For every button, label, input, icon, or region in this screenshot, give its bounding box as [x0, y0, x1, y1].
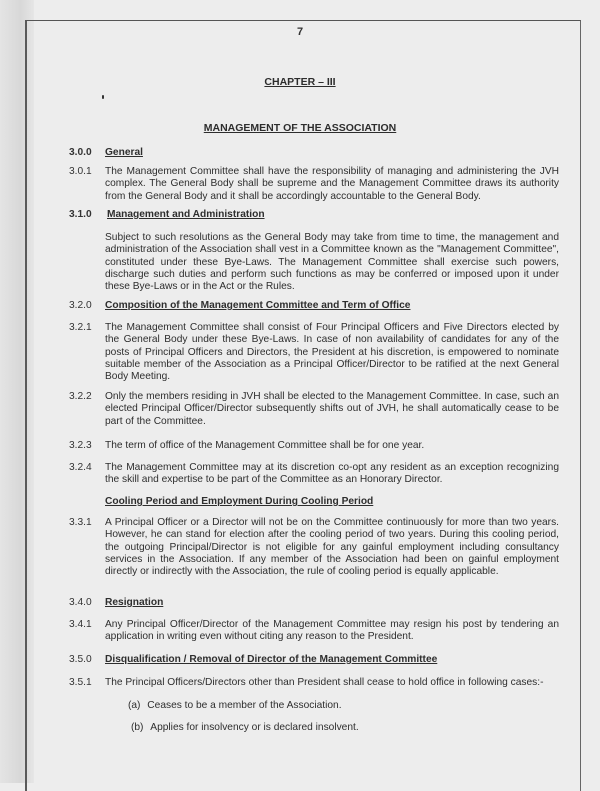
clause-number: 3.2.1 [69, 322, 92, 333]
clause-text: The Principal Officers/Directors other than President shall cease to hold office in following cases:- [105, 677, 544, 688]
clause [69, 232, 559, 293]
scan-speck [102, 95, 104, 99]
clause-number: 3.2.4 [69, 462, 92, 473]
clause-number: 3.0.0 [69, 147, 92, 158]
clause [69, 391, 559, 428]
clause-text: A Principal Officer or a Director will not be on the Committee continuously for more than two years. However, he can stand for election after the cooling period of two years. During this cooling period, the outgoing Principal/Director is not eligible for any gainful employment including consultancy services in the Association. If any member of the Association had been on gainful employment directly or indirectly with the Association, the rule of cooling period is equally applicable. [105, 517, 559, 578]
list-item-text: Ceases to be a member of the Association. [147, 700, 342, 711]
clause-number: 3.0.1 [69, 166, 92, 177]
clause [69, 462, 559, 487]
clause-text: Subject to such resolutions as the General Body may take from time to time, the management and administration of the Association shall vest in a Committee known as the "Management Committee", constituted under these Bye-Laws. The Management Committee shall exercise such powers, discharge such duties and perform such functions as may be conferred or imposed upon it under these Bye-Laws or in the Act or the Rules. [105, 232, 559, 293]
clause-heading-text: Composition of the Management Committee and Term of Office [105, 300, 411, 311]
clause-text: The Management Committee shall consist of Four Principal Officers and Five Directors elected by the General Body under these Bye-Laws. In case of non availability of candidates for any of the posts of Principal Officers and Directors, the President at his discretion, is empowered to nominate suitable member of the Association as a Principal Officer/Director to be ratified at the next General Body Meeting. [105, 322, 559, 383]
list-item-label: (b) [131, 722, 144, 733]
list-item-label: (a) [128, 700, 141, 711]
clause-text: Any Principal Officer/Director of the Management Committee may resign his post by tendering an application in writing even without citing any reason to the President. [105, 619, 559, 643]
clause [69, 322, 559, 383]
list-item [128, 700, 342, 711]
clause-text: The Management Committee may at its discretion co-opt any resident as an exception recognizing the skill and expertise to be part of the Committee as an Honorary Director. [105, 462, 559, 486]
chapter-title: CHAPTER – III [264, 76, 336, 88]
clause-number: 3.4.0 [69, 597, 92, 608]
clause-number: 3.2.3 [69, 440, 92, 451]
clause-heading [69, 209, 559, 221]
clause-number: 3.2.0 [69, 300, 92, 311]
clause-heading-text: Resignation [105, 597, 164, 608]
clause-heading [69, 597, 559, 609]
clause-heading [69, 300, 559, 312]
page-number: 7 [296, 26, 304, 38]
clause-heading [69, 147, 559, 159]
clause [69, 166, 559, 203]
clause-number: 3.1.0 [69, 209, 92, 220]
section-title: MANAGEMENT OF THE ASSOCIATION [203, 122, 397, 134]
clause-heading [69, 496, 559, 508]
clause [69, 619, 559, 644]
clause-number: 3.5.0 [69, 654, 92, 665]
clause-number: 3.3.1 [69, 517, 92, 528]
clause-number: 3.4.1 [69, 619, 92, 630]
clause-text: The Management Committee shall have the responsibility of managing and administering the JVH complex. The General Body shall be supreme and the Management Committee draws its authority from the General Body and it shall be accordingly accountable to the General Body. [105, 166, 559, 202]
clause-text: The term of office of the Management Committee shall be for one year. [105, 440, 425, 451]
clause [69, 440, 559, 452]
clause-text: Only the members residing in JVH shall be elected to the Management Committee. In case, such an elected Principal Officer/Director subsequently shifts out of JVH, he shall automatically cease to be part of the Committee. [105, 391, 559, 427]
clause-heading-text: Cooling Period and Employment During Cooling Period [105, 496, 374, 507]
list-item-text: Applies for insolvency or is declared insolvent. [150, 722, 359, 733]
clause-heading-text: Disqualification / Removal of Director of the Management Committee [105, 654, 438, 665]
clause-heading-text: Management and Administration [107, 209, 265, 220]
clause-heading [69, 654, 559, 666]
clause-heading-text: General [105, 147, 143, 158]
clause-number: 3.2.2 [69, 391, 92, 402]
list-item [131, 722, 359, 733]
clause [69, 517, 559, 578]
clause-number: 3.5.1 [69, 677, 92, 688]
clause [69, 677, 569, 689]
